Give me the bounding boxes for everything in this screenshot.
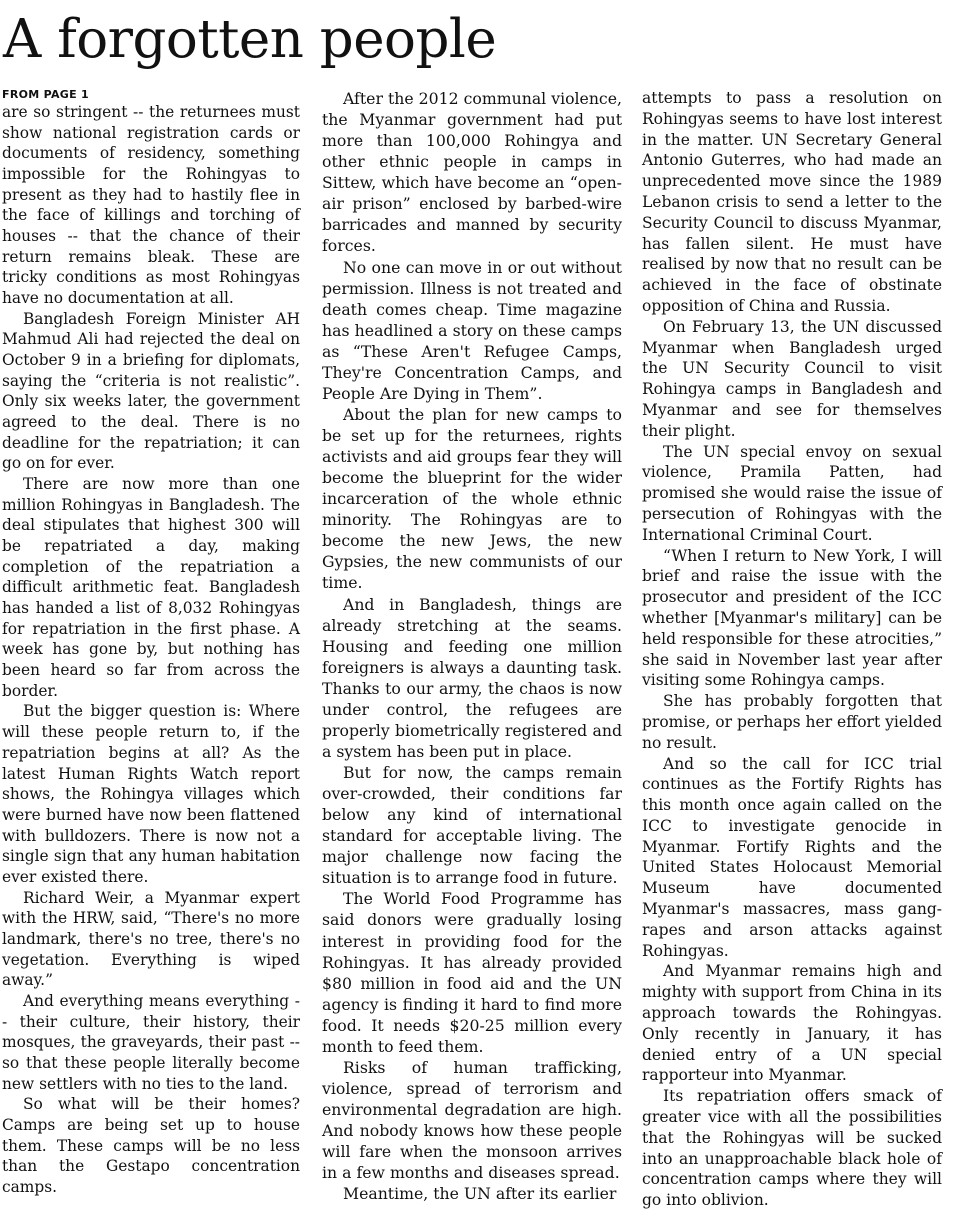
paragraph: The World Food Programme has said donors were gradually losing interest in providing food for the Rohingyas. It has already provided $80 million in food aid and the UN agency is finding it hard to find more food. It needs $20-25 million every month to feed them. [322, 889, 622, 1056]
paragraph: “When I return to New York, I will brief and raise the issue with the prosecutor and president of the ICC whether [Myanmar's military] can be held responsible for these atrocities,” she said in November last year after visiting some Rohingya camps. [642, 546, 942, 690]
paragraph: So what will be their homes? Camps are being set up to house them. These camps will be no less than the Gestapo concentration camps. [2, 1095, 300, 1196]
paragraph: But the bigger question is: Where will these people return to, if the repatriation begins at all? As the latest Human Rights Watch report shows, the Rohingya villages which were burned have now been flattened with bulldozers. There is now not a single sign that any human habitation ever existed there. [2, 702, 300, 886]
paragraph: Richard Weir, a Myanmar expert with the HRW, said, “There's no more landmark, there's no tree, there's no vegetation. Everything is wiped away.” [2, 888, 300, 990]
paragraph: Bangladesh Foreign Minister AH Mahmud Ali had rejected the deal on October 9 in a briefing for diplomats, saying the “criteria is not realistic”. Only six weeks later, the government agreed to the deal. There is no deadline for the repatriation; it can go on for ever. [2, 309, 300, 473]
article-column-2 [322, 88, 622, 1204]
paragraph: And everything means everything -- their culture, their history, their mosques, the graveyards, their past -- so that these people literally become new settlers with no ties to the land. [2, 991, 300, 1093]
paragraph: attempts to pass a resolution on Rohingyas seems to have lost interest in the matter. UN Secretary General Antonio Guterres, who had made an unprecedented move since the 1989 Lebanon crisis to send a letter to the Security Council to discuss Myanmar, has fallen silent. He must have realised by now that no result can be achieved in the face of obstinate opposition of China and Russia. [642, 89, 942, 315]
paragraph: No one can move in or out without permission. Illness is not treated and death comes cheap. Time magazine has headlined a story on these camps as “These Aren't Refugee Camps, They're Concentration Camps, and People Are Dying in Them”. [322, 257, 622, 403]
paragraph: There are now more than one million Rohingyas in Bangladesh. The deal stipulates that highest 300 will be repatriated a day, making completion of the repatriation a difficult arithmetic feat. Bangladesh has handed a list of 8,032 Rohingyas for repatriation in the first phase. A week has gone by, but nothing has been heard so far from across the border. [2, 475, 300, 700]
paragraph: And in Bangladesh, things are already stretching at the seams. Housing and feeding one million foreigners is always a daunting task. Thanks to our army, the chaos is now under control, the refugees are properly biometrically registered and a system has been put in place. [322, 594, 622, 761]
paragraph: are so stringent -- the returnees must show national registration cards or documents of residency, something impossible for the Rohingyas to present as they had to hastily flee in the face of killings and torching of houses -- that the chance of their return remains bleak. These are tricky conditions as most Rohingyas have no documentation at all. [2, 103, 300, 308]
paragraph: After the 2012 communal violence, the Myanmar government had put more than 100,000 Rohingya and other ethnic people in camps in Sittew, which have become an “open-air prison” enclosed by barbed-wire barricades and manned by security forces. [322, 89, 622, 256]
continuation-kicker: FROM PAGE 1 [2, 88, 90, 101]
article-column-3 [642, 88, 942, 1211]
paragraph: About the plan for new camps to be set up for the returnees, rights activists and aid groups fear they will become the blueprint for the wider incarceration of the whole ethnic minority. The Rohingyas are to become the new Jews, the new Gypsies, the new communists of our time. [322, 404, 622, 593]
article-column-1 [2, 88, 300, 1198]
paragraph: And Myanmar remains high and mighty with support from China in its approach towards the Rohingyas. Only recently in January, it has denied entry of a UN special rapporteur into Myanmar. [642, 962, 942, 1085]
paragraph: Its repatriation offers smack of greater vice with all the possibilities that the Rohingyas will be sucked into an unapproachable black hole of concentration camps where they will go into oblivion. [642, 1087, 942, 1210]
paragraph: She has probably forgotten that promise, or perhaps her effort yielded no result. [642, 692, 942, 752]
headline: A forgotten people [3, 9, 497, 70]
paragraph: But for now, the camps remain over-crowded, their conditions far below any kind of international standard for acceptable living. The major challenge now facing the situation is to arrange food in future. [322, 763, 622, 888]
paragraph: And so the call for ICC trial continues as the Fortify Rights has this month once again called on the ICC to investigate genocide in Myanmar. Fortify Rights and the United States Holocaust Memorial Museum have documented Myanmar's massacres, mass gang-rapes and arson attacks against Rohingyas. [642, 754, 942, 960]
paragraph: The UN special envoy on sexual violence, Pramila Patten, had promised she would raise the issue of persecution of Rohingyas with the International Criminal Court. [642, 442, 942, 544]
paragraph: Meantime, the UN after its earlier [343, 1184, 617, 1204]
paragraph: On February 13, the UN discussed Myanmar when Bangladesh urged the UN Security Council to visit Rohingya camps in Bangladesh and Myanmar and see for themselves their plight. [642, 317, 942, 440]
paragraph: Risks of human trafficking, violence, spread of terrorism and environmental degradation are high. And nobody knows how these people will fare when the monsoon arrives in a few months and diseases spread. [322, 1057, 622, 1183]
